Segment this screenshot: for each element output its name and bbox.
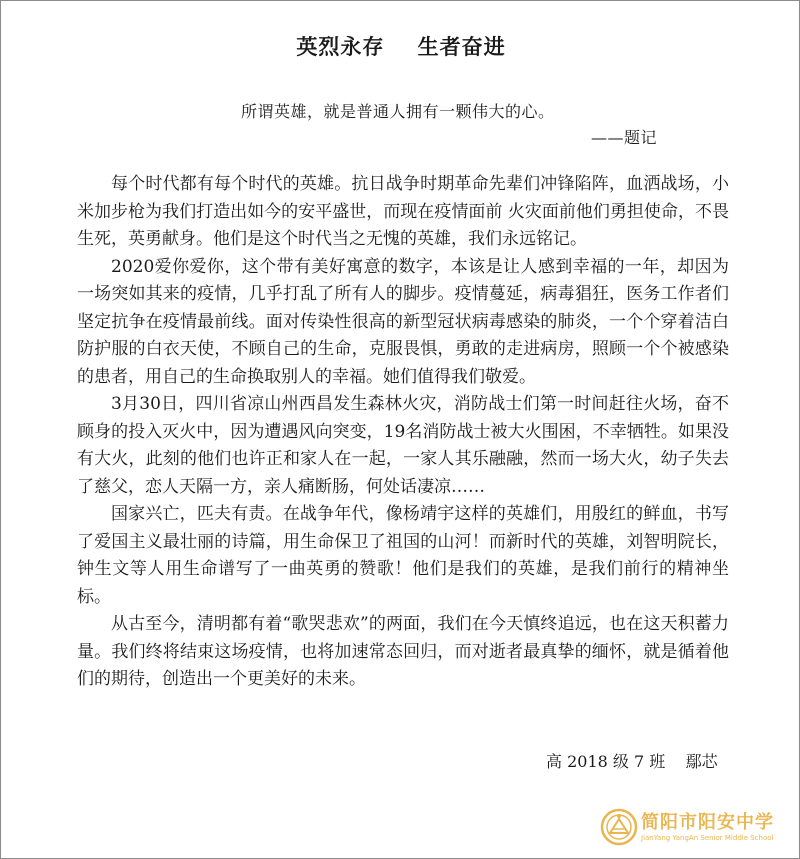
essay-body — [77, 171, 729, 694]
school-emblem-icon — [599, 807, 639, 847]
document-title: 英烈永存 生者奋进 — [296, 34, 506, 59]
school-name-english: JianYang YangAn Senior Middle School — [641, 834, 774, 842]
paragraph-4: 国家兴亡，匹夫有责。在战争年代，像杨靖宇这样的英雄们，用殷红的鲜血，书写了爱国主义最壮丽的诗篇，用生命保卫了祖国的山河！而新时代的英雄，刘智明院长，钟生文等人用生命谱写了一曲英勇的赞歌！他们是我们的英雄，是我们前行的精神坐标。 — [77, 504, 729, 607]
paragraph-1: 每个时代都有每个时代的英雄。抗日战争时期革命先辈们冲锋陷阵，血洒战场，小米加步枪为我们打造出如今的安平盛世，而现在疫情面前 火灾面前他们勇担使命，不畏生死，英勇献身。他们是这个时代当之无愧的英雄，我们永远铭记。 — [77, 174, 729, 249]
paragraph-5: 从古至今，清明都有着“歌哭悲欢”的两面，我们在今天慎终追远，也在这天积蓄力量。我们终将结束这场疫情，也将加速常态回归，而对逝者最真挚的缅怀，就是循着他们的期待，创造出一个更美好的未来。 — [77, 614, 729, 689]
epigraph-quote: 所谓英雄，就是普通人拥有一颗伟大的心。 — [241, 102, 555, 121]
school-logo — [599, 807, 789, 851]
epigraph-source: ——题记 — [591, 128, 658, 147]
author-signature: 高 2018 级 7 班 鄢芯 — [546, 752, 718, 771]
paragraph-3: 3月30日，四川省凉山州西昌发生森林火灾，消防战士们第一时间赶往火场，奋不顾身的投入灭火中，因为遭遇风向突变，19名消防战士被大火围困，不幸牺牲。如果没有大火，此刻的他们也许正和家人在一起，一家人其乐融融，然而一场大火，幼子失去了慈父，恋人天隔一方，亲人痛断肠，何处话凄凉…… — [77, 394, 729, 497]
school-name: 简阳市阳安中学 — [641, 812, 774, 833]
paragraph-2: 2020爱你爱你，这个带有美好寓意的数字，本该是让人感到幸福的一年，却因为一场突如其来的疫情，几乎打乱了所有人的脚步。疫情蔓延，病毒猖狂，医务工作者们坚定抗争在疫情最前线。面对传染性很高的新型冠状病毒感染的肺炎，一个个穿着洁白防护服的白衣天使，不顾自己的生命，克服畏惧，勇敢的走进病房，照顾一个个被感染的患者，用自己的生命换取别人的幸福。她们值得我们敬爱。 — [77, 256, 729, 387]
